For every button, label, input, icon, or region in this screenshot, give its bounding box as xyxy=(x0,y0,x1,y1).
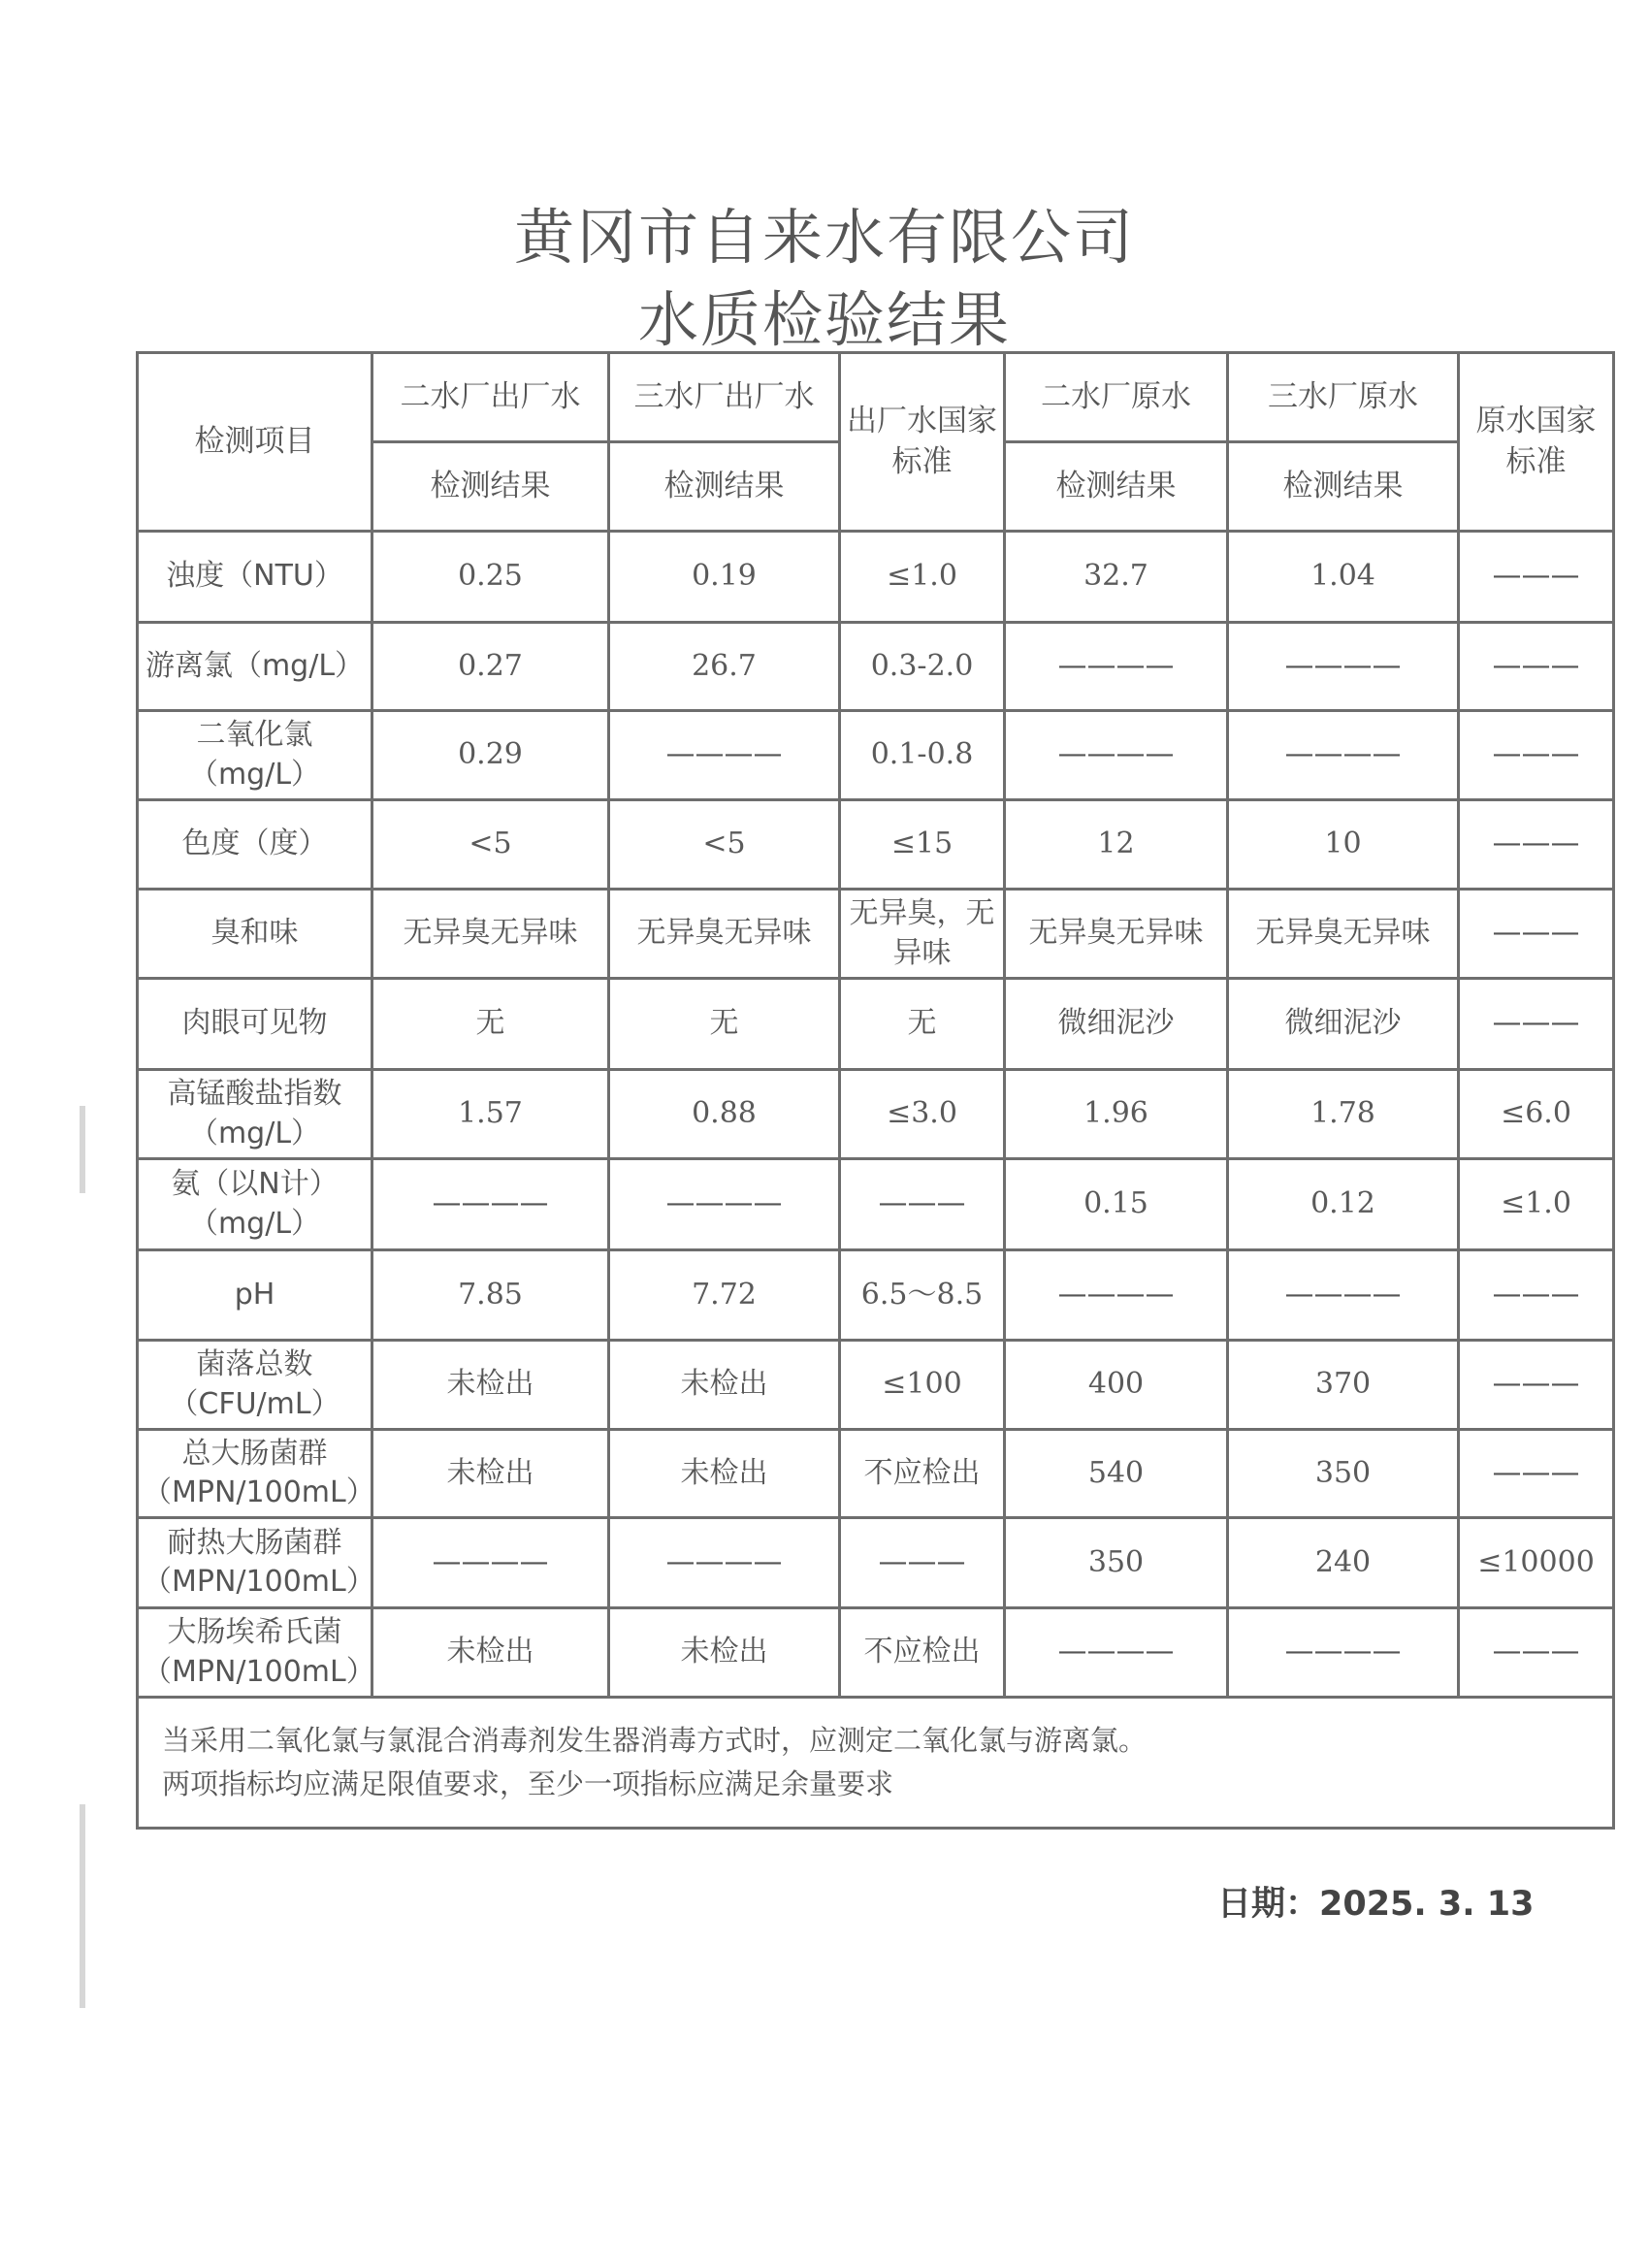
row-item-label: pH xyxy=(138,1250,372,1341)
cell-col-1: 无异臭无异味 xyxy=(372,890,609,979)
cell-col-6: ——— xyxy=(1459,890,1614,979)
scan-artifact xyxy=(80,1804,85,2008)
cell-col-5: 370 xyxy=(1228,1341,1459,1430)
row-item-label: 臭和味 xyxy=(138,890,372,979)
table-row xyxy=(138,979,1614,1070)
cell-col-6: ——— xyxy=(1459,623,1614,711)
cell-col-2: 未检出 xyxy=(609,1430,840,1518)
cell-col-1: ———— xyxy=(372,1518,609,1608)
cell-col-1: 未检出 xyxy=(372,1430,609,1518)
header-col-5-sub: 检测结果 xyxy=(1228,442,1459,532)
cell-col-3: ≤3.0 xyxy=(840,1070,1005,1159)
cell-col-4: ———— xyxy=(1005,1250,1228,1341)
cell-col-4: 32.7 xyxy=(1005,532,1228,623)
cell-col-3: 0.1-0.8 xyxy=(840,711,1005,800)
cell-col-4: ———— xyxy=(1005,623,1228,711)
cell-col-6: ≤1.0 xyxy=(1459,1159,1614,1250)
table-row xyxy=(138,800,1614,890)
table-row xyxy=(138,1070,1614,1159)
cell-col-5: 10 xyxy=(1228,800,1459,890)
cell-col-6: ——— xyxy=(1459,532,1614,623)
cell-col-6: ——— xyxy=(1459,1341,1614,1430)
cell-col-2: 未检出 xyxy=(609,1608,840,1698)
cell-col-5: 1.78 xyxy=(1228,1070,1459,1159)
cell-col-2: 7.72 xyxy=(609,1250,840,1341)
row-item-label: 游离氯（mg/L） xyxy=(138,623,372,711)
cell-col-5: 微细泥沙 xyxy=(1228,979,1459,1070)
cell-col-1: 1.57 xyxy=(372,1070,609,1159)
cell-col-2: 未检出 xyxy=(609,1341,840,1430)
table-row xyxy=(138,890,1614,979)
cell-col-2: 无异臭无异味 xyxy=(609,890,840,979)
note-line-1: 当采用二氧化氯与氯混合消毒剂发生器消毒方式时，应测定二氧化氯与游离氯。 xyxy=(162,1724,1148,1758)
header-col-4-sub: 检测结果 xyxy=(1005,442,1228,532)
cell-col-3: 不应检出 xyxy=(840,1430,1005,1518)
cell-col-2: <5 xyxy=(609,800,840,890)
header-col-2-sub: 检测结果 xyxy=(609,442,840,532)
note-line-2: 两项指标均应满足限值要求，至少一项指标应满足余量要求 xyxy=(162,1767,894,1800)
cell-col-5: ———— xyxy=(1228,623,1459,711)
header-col-3-group: 出厂水国家标准 xyxy=(840,353,1005,532)
cell-col-4: 350 xyxy=(1005,1518,1228,1608)
header-item: 检测项目 xyxy=(138,353,372,532)
header-col-2-group: 三水厂出厂水 xyxy=(609,353,840,442)
cell-col-2: ———— xyxy=(609,1518,840,1608)
table-row xyxy=(138,711,1614,800)
cell-col-1: <5 xyxy=(372,800,609,890)
cell-col-6: ——— xyxy=(1459,800,1614,890)
table-note xyxy=(138,1698,1614,1829)
cell-col-4: 无异臭无异味 xyxy=(1005,890,1228,979)
table-row xyxy=(138,1341,1614,1430)
cell-col-1: 未检出 xyxy=(372,1341,609,1430)
table-row xyxy=(138,1518,1614,1608)
cell-col-4: ———— xyxy=(1005,1608,1228,1698)
cell-col-6: ——— xyxy=(1459,1250,1614,1341)
cell-col-3: ≤15 xyxy=(840,800,1005,890)
cell-col-1: ———— xyxy=(372,1159,609,1250)
cell-col-4: 400 xyxy=(1005,1341,1228,1430)
cell-col-4: ———— xyxy=(1005,711,1228,800)
cell-col-1: 无 xyxy=(372,979,609,1070)
table-row xyxy=(138,623,1614,711)
row-item-label: 氨（以N计）（mg/L） xyxy=(138,1159,372,1250)
row-item-label: 色度（度） xyxy=(138,800,372,890)
row-item-label: 耐热大肠菌群（MPN/100mL） xyxy=(138,1518,372,1608)
cell-col-1: 7.85 xyxy=(372,1250,609,1341)
cell-col-3: ——— xyxy=(840,1159,1005,1250)
table-row xyxy=(138,532,1614,623)
cell-col-5: 1.04 xyxy=(1228,532,1459,623)
cell-col-3: 无异臭，无异味 xyxy=(840,890,1005,979)
cell-col-5: 240 xyxy=(1228,1518,1459,1608)
cell-col-4: 12 xyxy=(1005,800,1228,890)
table-row xyxy=(138,1250,1614,1341)
report-date: 日期：2025. 3. 13 xyxy=(1217,1885,1535,1924)
header-col-5-group: 三水厂原水 xyxy=(1228,353,1459,442)
header-col-4-group: 二水厂原水 xyxy=(1005,353,1228,442)
cell-col-1: 0.29 xyxy=(372,711,609,800)
header-col-1-sub: 检测结果 xyxy=(372,442,609,532)
water-quality-table xyxy=(136,351,1615,1830)
cell-col-3: ——— xyxy=(840,1518,1005,1608)
cell-col-6: ——— xyxy=(1459,1430,1614,1518)
cell-col-2: 0.88 xyxy=(609,1070,840,1159)
scan-artifact xyxy=(80,1106,85,1193)
row-item-label: 二氧化氯（mg/L） xyxy=(138,711,372,800)
row-item-label: 浊度（NTU） xyxy=(138,532,372,623)
cell-col-4: 微细泥沙 xyxy=(1005,979,1228,1070)
cell-col-3: 无 xyxy=(840,979,1005,1070)
cell-col-5: 无异臭无异味 xyxy=(1228,890,1459,979)
row-item-label: 菌落总数（CFU/mL） xyxy=(138,1341,372,1430)
cell-col-6: ——— xyxy=(1459,711,1614,800)
cell-col-2: 0.19 xyxy=(609,532,840,623)
header-col-6-group: 原水国家标准 xyxy=(1459,353,1614,532)
cell-col-2: 无 xyxy=(609,979,840,1070)
cell-col-2: 26.7 xyxy=(609,623,840,711)
cell-col-5: 350 xyxy=(1228,1430,1459,1518)
cell-col-5: 0.12 xyxy=(1228,1159,1459,1250)
cell-col-4: 0.15 xyxy=(1005,1159,1228,1250)
document-title: 黄冈市自来水有限公司 xyxy=(513,202,1135,273)
cell-col-3: ≤1.0 xyxy=(840,532,1005,623)
cell-col-4: 540 xyxy=(1005,1430,1228,1518)
cell-col-5: ———— xyxy=(1228,711,1459,800)
cell-col-1: 未检出 xyxy=(372,1608,609,1698)
cell-col-1: 0.27 xyxy=(372,623,609,711)
cell-col-3: ≤100 xyxy=(840,1341,1005,1430)
row-item-label: 总大肠菌群（MPN/100mL） xyxy=(138,1430,372,1518)
header-col-1-group: 二水厂出厂水 xyxy=(372,353,609,442)
cell-col-6: ≤6.0 xyxy=(1459,1070,1614,1159)
cell-col-1: 0.25 xyxy=(372,532,609,623)
cell-col-3: 6.5～8.5 xyxy=(840,1250,1005,1341)
cell-col-2: ———— xyxy=(609,711,840,800)
cell-col-5: ———— xyxy=(1228,1250,1459,1341)
cell-col-2: ———— xyxy=(609,1159,840,1250)
cell-col-3: 0.3-2.0 xyxy=(840,623,1005,711)
row-item-label: 大肠埃希氏菌（MPN/100mL） xyxy=(138,1608,372,1698)
table-row xyxy=(138,1608,1614,1698)
cell-col-6: ≤10000 xyxy=(1459,1518,1614,1608)
cell-col-5: ———— xyxy=(1228,1608,1459,1698)
row-item-label: 肉眼可见物 xyxy=(138,979,372,1070)
cell-col-6: ——— xyxy=(1459,979,1614,1070)
cell-col-3: 不应检出 xyxy=(840,1608,1005,1698)
table-row xyxy=(138,1159,1614,1250)
table-row xyxy=(138,1430,1614,1518)
row-item-label: 高锰酸盐指数（mg/L） xyxy=(138,1070,372,1159)
cell-col-6: ——— xyxy=(1459,1608,1614,1698)
cell-col-4: 1.96 xyxy=(1005,1070,1228,1159)
document-subtitle: 水质检验结果 xyxy=(637,284,1011,355)
